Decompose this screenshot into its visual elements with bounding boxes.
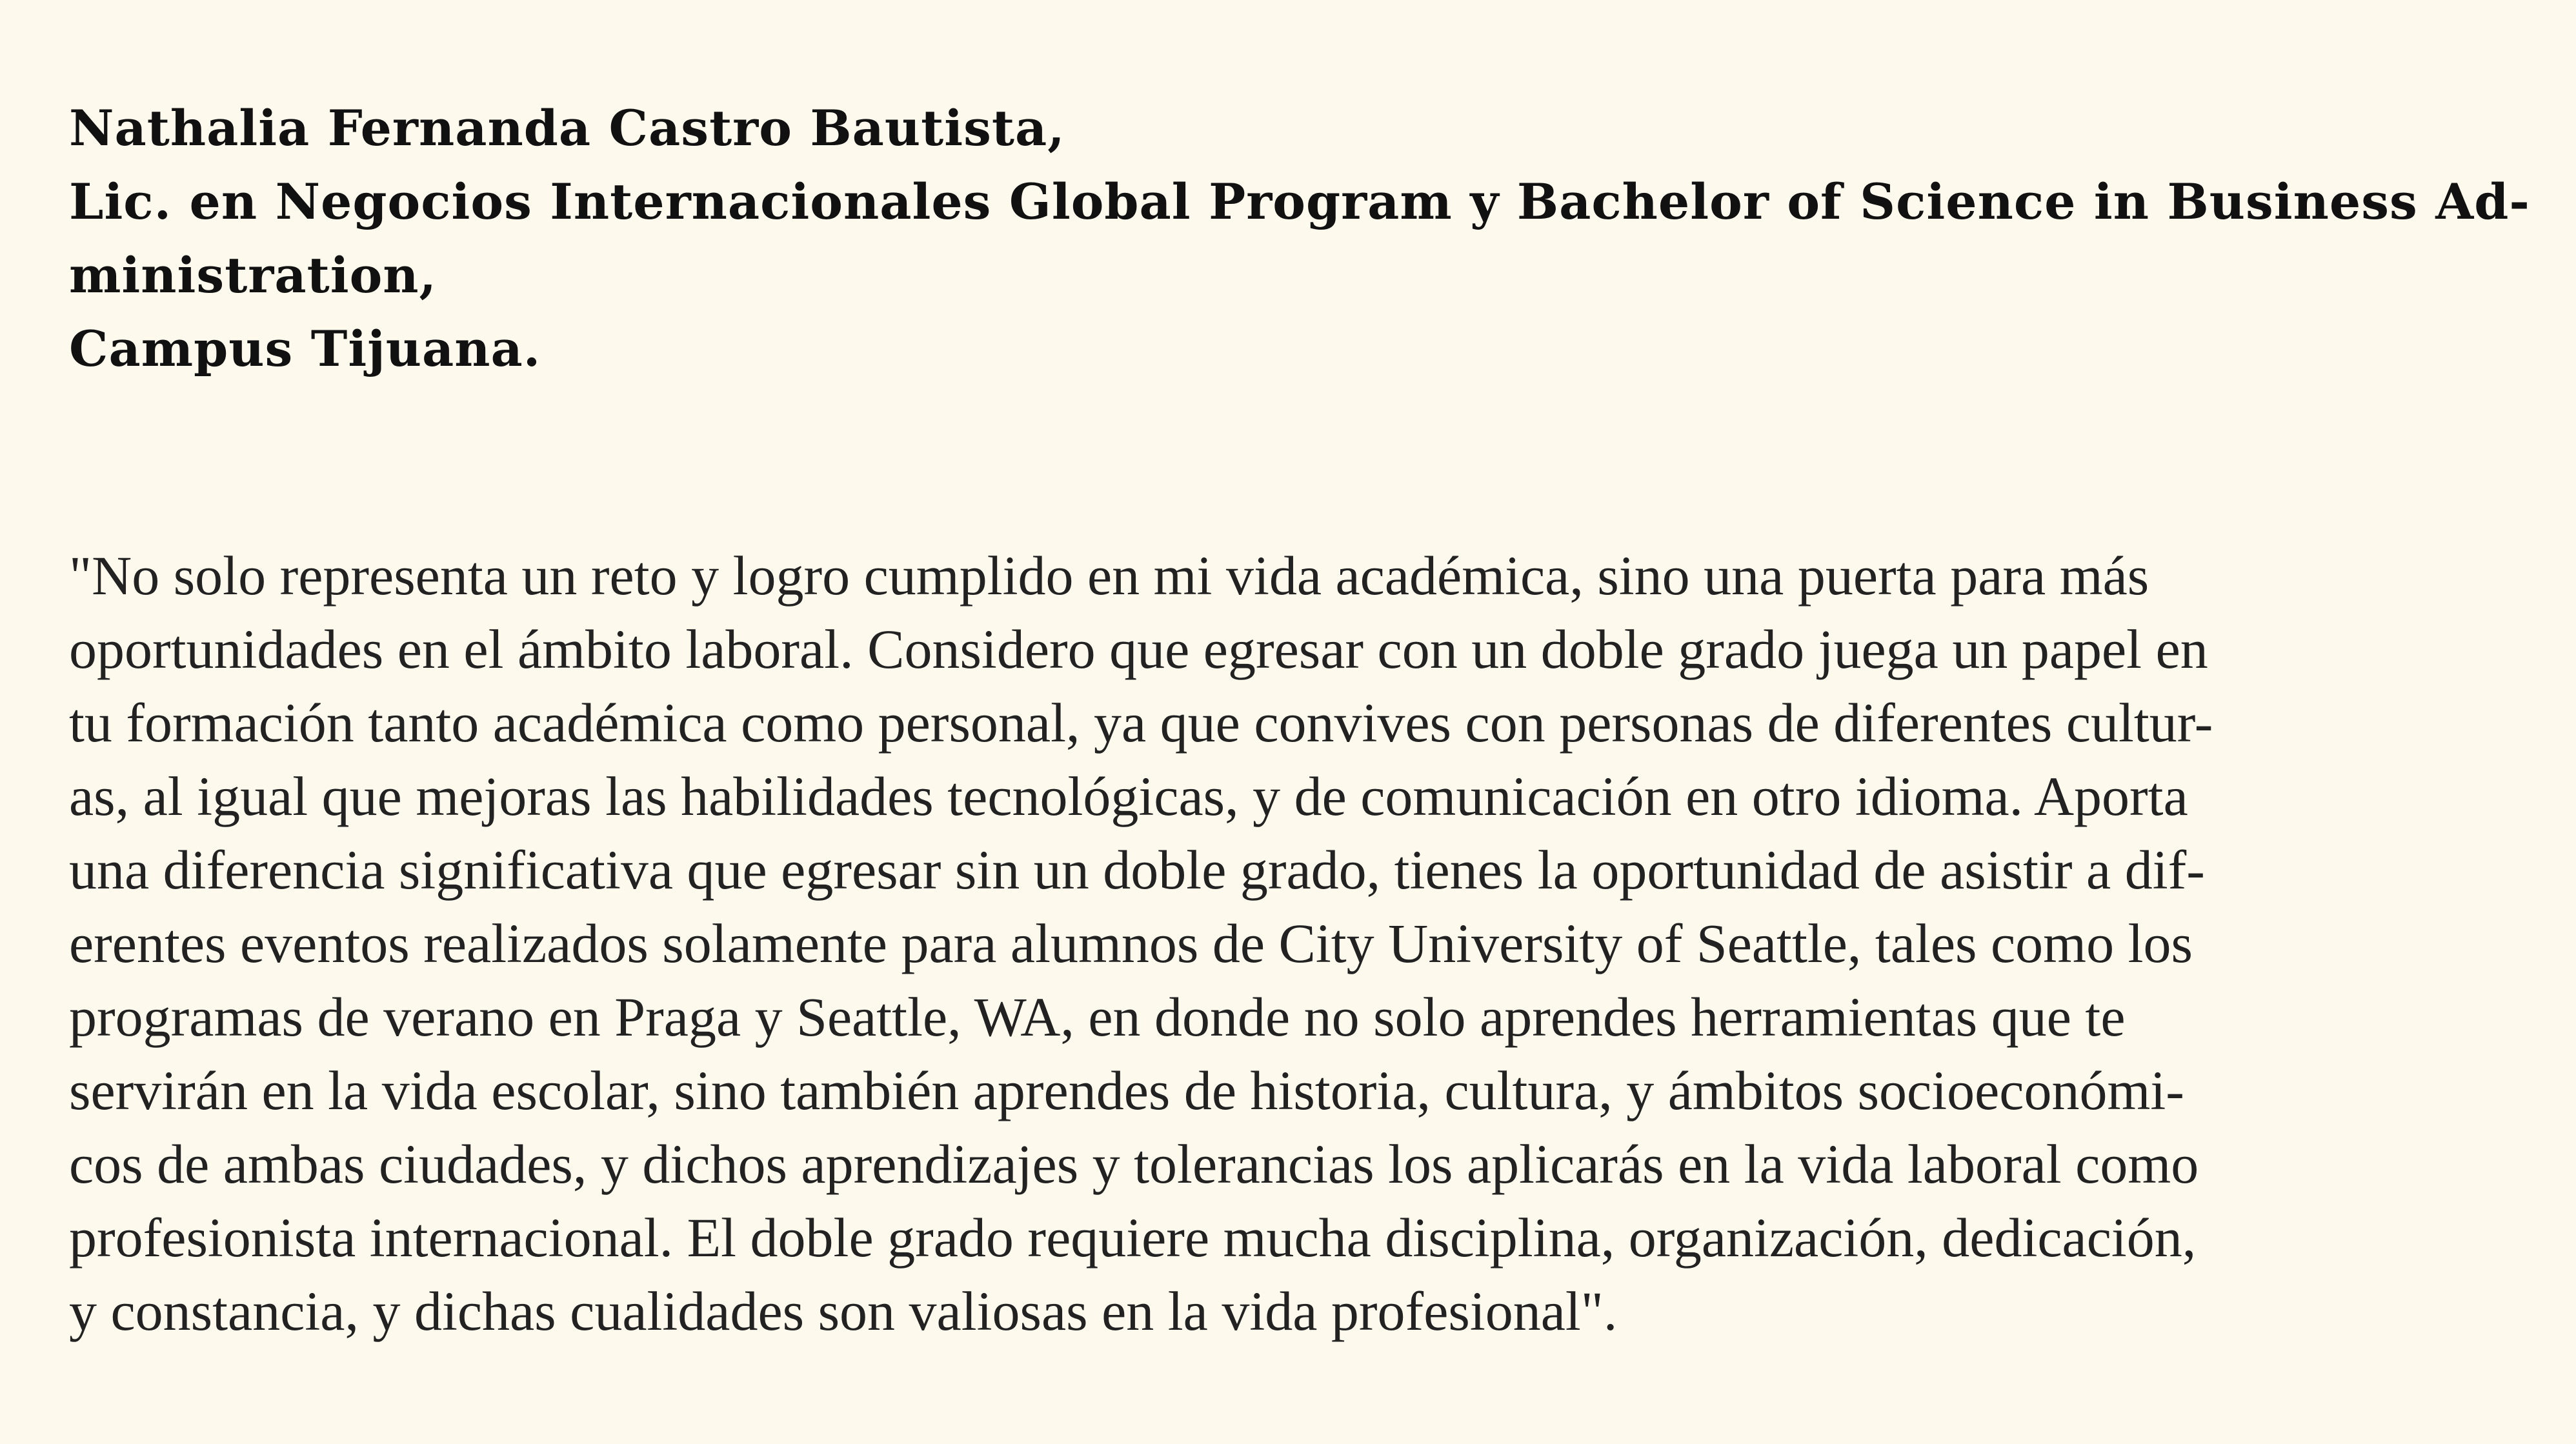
degree-line-2: ministration, <box>69 246 437 304</box>
quote-line: as, al igual que mejoras las habilidades tecnológicas, y de comunicación en otro idioma. Aporta <box>69 765 2188 827</box>
degree-line-1: Lic. en Negocios Internacionales Global Program y Bachelor of Science in Business Ad- <box>69 173 2530 230</box>
campus-name: Campus Tijuana. <box>69 320 541 377</box>
author-heading <box>69 92 2530 386</box>
author-name: Nathalia Fernanda Castro Bautista, <box>69 99 1065 157</box>
quote-line: servirán en la vida escolar, sino también aprendes de historia, cultura, y ámbitos socioeconómi- <box>69 1059 2184 1121</box>
quote-line: tu formación tanto académica como personal, ya que convives con personas de diferentes cultur- <box>69 692 2213 754</box>
testimonial-quote <box>69 539 2508 1348</box>
quote-line: cos de ambas ciudades, y dichos aprendizajes y tolerancias los aplicarás en la vida laboral como <box>69 1133 2199 1195</box>
quote-line: profesionista internacional. El doble grado requiere mucha disciplina, organización, dedicación, <box>69 1207 2197 1269</box>
quote-line: una diferencia significativa que egresar sin un doble grado, tienes la oportunidad de asistir a dif- <box>69 839 2205 901</box>
quote-line: "No solo representa un reto y logro cumplido en mi vida académica, sino una puerta para más <box>69 545 2149 607</box>
quote-line: erentes eventos realizados solamente para alumnos de City University of Seattle, tales como los <box>69 912 2193 974</box>
quote-line: y constancia, y dichas cualidades son valiosas en la vida profesional". <box>69 1280 1618 1342</box>
quote-line: oportunidades en el ámbito laboral. Considero que egresar con un doble grado juega un papel en <box>69 618 2208 680</box>
quote-line: programas de verano en Praga y Seattle, WA, en donde no solo aprendes herramientas que te <box>69 986 2126 1048</box>
